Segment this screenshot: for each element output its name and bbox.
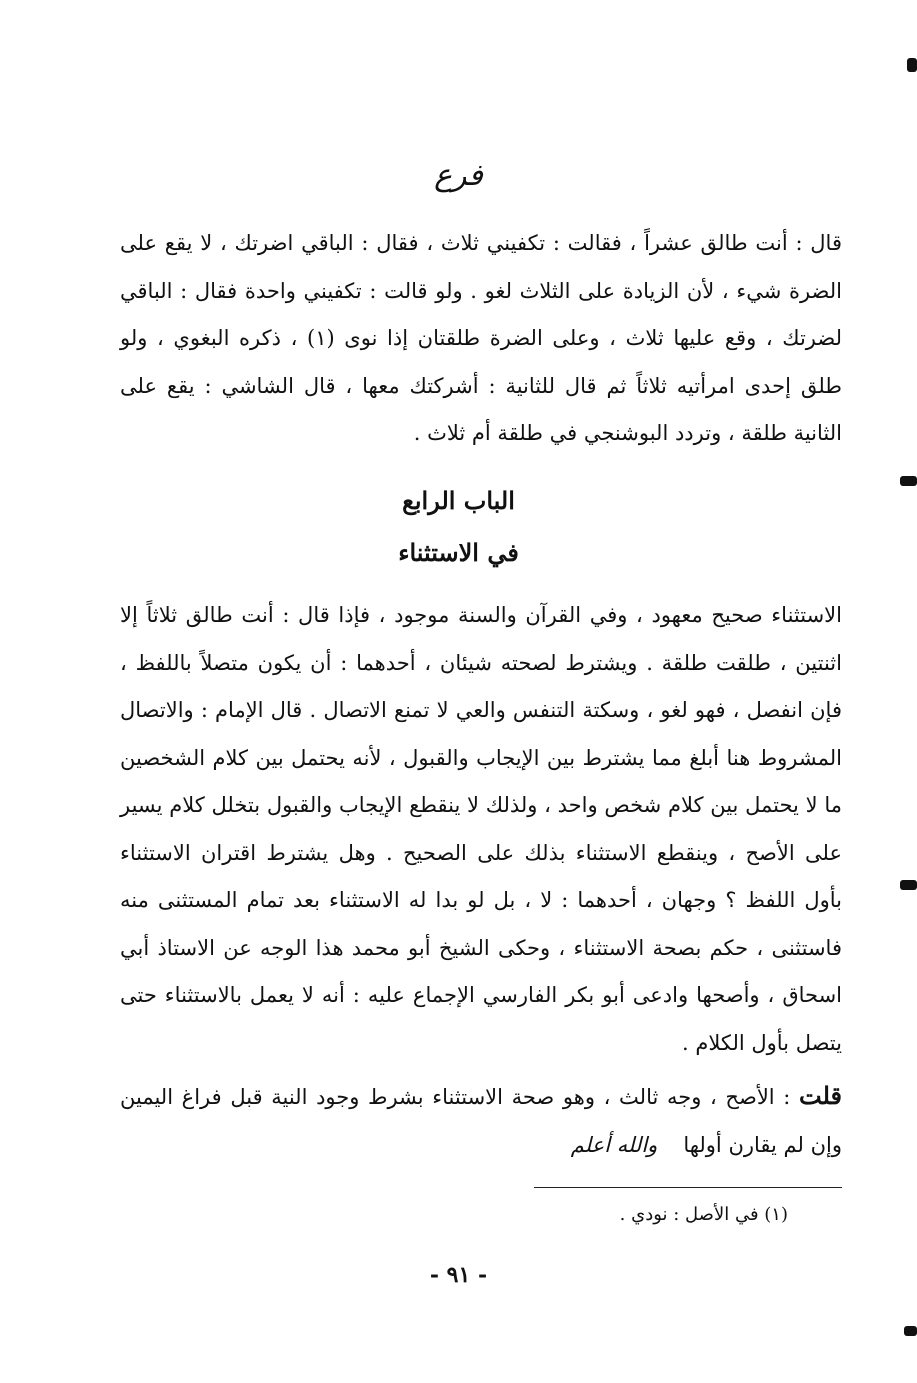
paragraph-istithna: الاستثناء صحيح معهود ، وفي القرآن والسنة موجود ، فإذا قال : أنت طالق ثلاثاً إلا اثنتين ، طلقت طلقة . ويشترط لصحته شيئان ، أحدهما : أن يكون متصلاً باللفظ ، فإن انفصل ، فهو لغو ، وسكتة التنفس والعي لا تمنع الاتصال . قال الإمام : والاتصال المشروط هنا أبلغ مما يشترط بين الإيجاب والقبول ، لأنه يحتمل بين كلام الشخصين ما لا يحتمل بين كلام شخص واحد ، ولذلك لا ينقطع الإيجاب والقبول بتخلل كلام يسير على الأصح ، وينقطع الاستثناء بذلك على الصحيح . وهل يشترط اقتران الاستثناء بأول اللفظ ؟ وجهان ، أحدهما : لا ، بل لو بدا له الاستثناء بعد تمام المستثنى منه فاستثنى ، حكم بصحة الاستثناء ، وحكى الشيخ أبو محمد هذا الوجه عن الاستاذ أبي اسحاق ، وأصحها وادعى أبو بكر الفارسي الإجماع عليه : أنه لا يعمل بالاستثناء حتى يتصل بأول الكلام . — [120, 603, 842, 1055]
paragraph-qultu-body: : الأصح ، وجه ثالث ، وهو صحة الاستثناء بشرط وجود النية قبل فراغ اليمين وإن لم يقارن أولها — [120, 1085, 842, 1157]
paragraph-qultu — [120, 1072, 842, 1169]
scan-edge-mark — [900, 476, 917, 486]
section-heading: فرع — [434, 158, 483, 193]
chapter-title: الباب الرابع — [402, 486, 515, 515]
chapter-subtitle: في الاستثناء — [398, 538, 519, 567]
scan-edge-mark — [907, 58, 917, 72]
lead-word: قلت — [799, 1081, 842, 1110]
page-number: - ٩١ - — [429, 1262, 488, 1288]
footnote-divider — [534, 1187, 842, 1188]
scan-edge-mark — [900, 880, 917, 890]
closing-phrase: والله أعلم — [570, 1132, 658, 1157]
scan-edge-mark — [904, 1326, 917, 1336]
paragraph-far: قال : أنت طالق عشراً ، فقالت : تكفيني ثلاث ، فقال : الباقي اضرتك ، لا يقع على الضرة شيء ، لأن الزيادة على الثلاث لغو . ولو قالت : تكفيني واحدة فقال : الباقي لضرتك ، وقع عليها ثلاث ، وعلى الضرة طلقتان إذا نوى (١) ، ذكره البغوي ، ولو طلق إحدى امرأتيه ثلاثاً ثم قال للثانية : أشركتك معها ، قال الشاشي : يقع على الثانية طلقة ، وتردد البوشنجي في طلقة أم ثلاث . — [120, 231, 842, 445]
footnote: (١) في الأصل : نودي . — [619, 1204, 788, 1225]
